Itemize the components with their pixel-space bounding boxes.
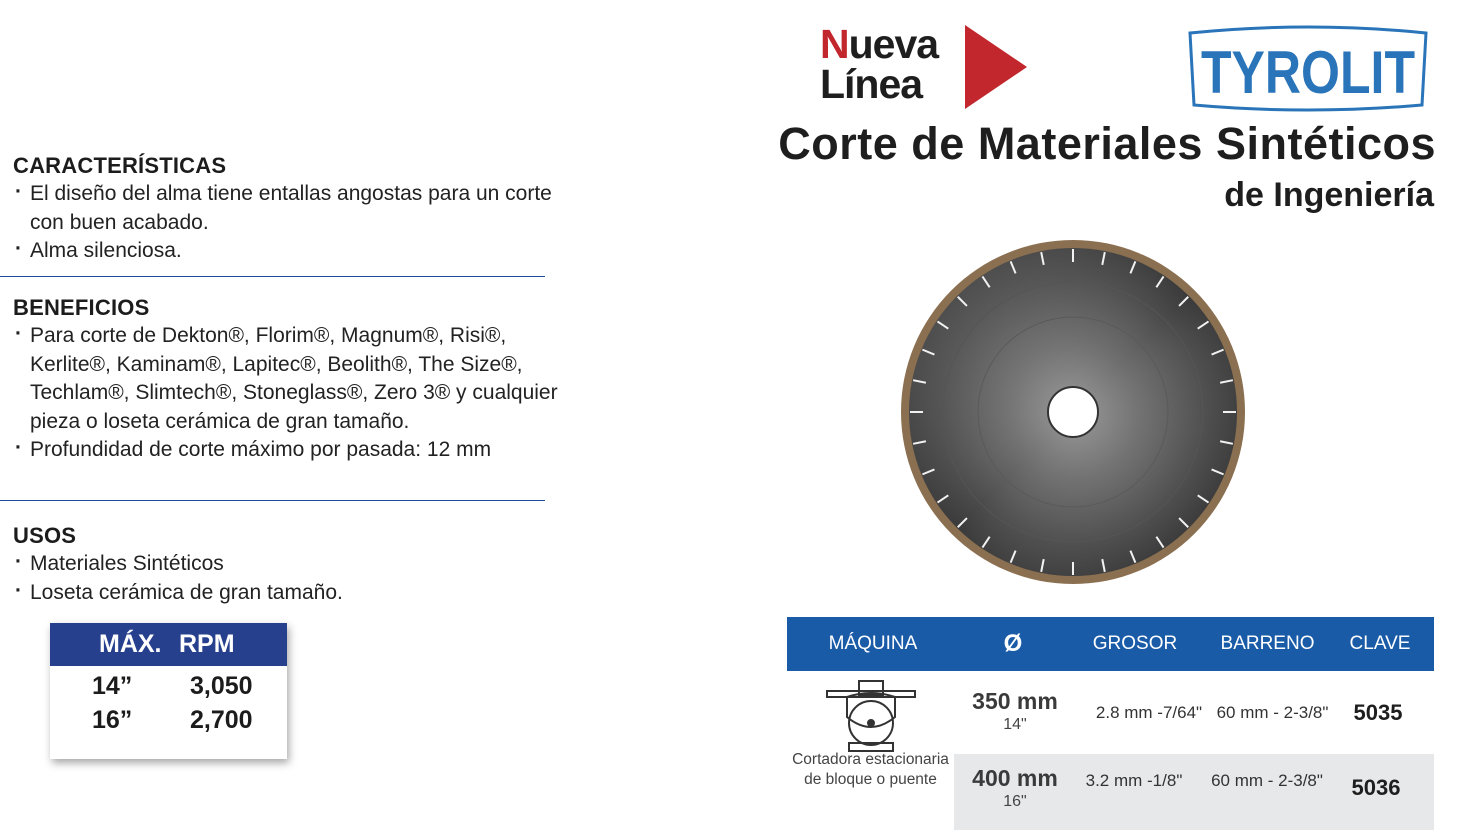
list-item: · Alma silenciosa. [13,237,573,266]
list-item: · Profundidad de corte máximo por pasada: 12 mm [13,436,573,465]
diameter-value: 350 mm [972,688,1058,714]
beneficios-heading: BENEFICIOS [13,295,150,320]
product-table [787,617,1434,830]
thickness-value: 3.2 mm -1/8" [1085,771,1183,790]
list-item: · Para corte de Dekton®, Florim®, Magnum®, Risi®, Kerlite®, Kaminam®, Lapitec®, Beolith®, The Size®, Techlam®, Slimtech®, Stoneglass®, Zero 3® y cualquier pieza o loseta cerámica de gran tamaño. [13,322,560,436]
caracteristicas-list [13,180,573,266]
table-header [787,617,1434,671]
beneficios-list [13,322,573,465]
diameter-value: 400 mm [972,765,1058,791]
bore-value: 60 mm - 2-3/8" [1211,771,1323,790]
table-row [50,669,287,703]
linea-text: Línea [820,61,923,107]
page-subtitle: de Ingeniería [1224,176,1434,214]
col-barreno: BARRENO [1220,633,1315,654]
diameter-inch: 14" [1003,716,1027,733]
caracteristicas-heading: CARACTERÍSTICAS [13,153,227,178]
list-item: · Loseta cerámica de gran tamaño. [13,579,573,608]
bridge-saw-icon [827,677,917,753]
rpm-header-rpm: RPM [179,630,235,658]
col-clave: CLAVE [1349,633,1411,654]
page-title: Corte de Materiales Sintéticos [778,118,1436,169]
nueva-linea-logo [820,21,939,107]
rpm-header-max: MÁX. [99,630,162,658]
rpm-value: 2,700 [190,705,253,734]
section-divider [0,276,545,277]
max-rpm-table [50,623,287,759]
nueva-n: N [820,21,849,67]
col-grosor: GROSOR [1092,633,1178,654]
diamond-blade-image [900,239,1246,585]
rpm-value: 3,050 [190,671,253,700]
nueva-rest: ueva [848,21,939,67]
code-value: 5035 [1353,700,1403,725]
diameter-inch: 16" [1003,793,1027,810]
section-divider [0,500,545,501]
col-maquina: MÁQUINA [828,633,918,654]
code-value: 5036 [1351,775,1401,800]
machine-label: Cortadora estacionaria de bloque o puente [792,751,949,788]
usos-list [13,550,573,607]
col-diameter: Ø [1003,630,1023,657]
bore-value: 60 mm - 2-3/8" [1216,703,1329,722]
usos-heading: USOS [13,523,77,548]
brand-text: TYROLIT [1201,39,1415,106]
rpm-size: 16” [92,705,133,734]
thickness-value: 2.8 mm -7/64" [1095,703,1203,722]
tyrolit-logo [1186,27,1430,111]
table-row [50,703,287,737]
rpm-table-header [50,623,287,666]
list-item: · Materiales Sintéticos [13,550,573,579]
rpm-size: 14” [92,671,133,700]
list-item: · El diseño del alma tiene entallas angostas para un corte con buen acabado. [13,180,560,237]
red-arrow-icon [965,25,1027,109]
